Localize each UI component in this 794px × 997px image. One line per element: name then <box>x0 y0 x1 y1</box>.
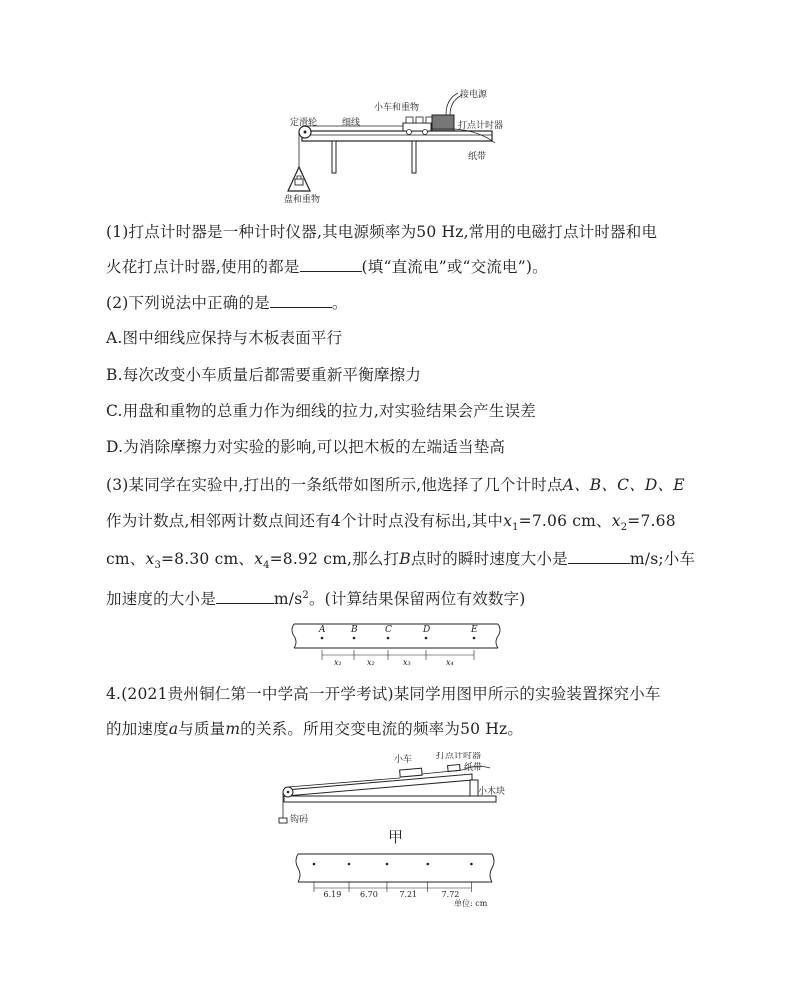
label-pulley: 定滑轮 <box>290 118 318 128</box>
tape2-segment-label: 7.72 <box>441 890 460 899</box>
x4-value: =8.92 cm,那么打 <box>269 550 400 568</box>
q3-line4-sup: 2 <box>302 590 309 601</box>
point-b: B <box>399 550 411 568</box>
tape1-segment-label: x₃ <box>403 658 411 667</box>
label-timer: 打点计时器 <box>458 121 504 131</box>
answer-blank-q2[interactable] <box>270 291 332 308</box>
answer-blank-velocity[interactable] <box>568 547 630 564</box>
tape2-segment-label: 7.21 <box>399 890 418 899</box>
label-block: 小木块 <box>478 787 506 797</box>
q4-line2-text-b: 与质量 <box>178 720 226 738</box>
label-timer-2: 打点计时器 <box>436 752 482 761</box>
label-power: 接电源 <box>460 90 488 100</box>
label-tape: 纸带 <box>468 152 487 162</box>
tape2-point <box>426 863 429 866</box>
q3-line1 <box>106 474 685 496</box>
q2-stem <box>106 291 348 314</box>
q3-line2-text: 作为计数点,相邻两计数点间还有4个计时点没有标出,其中 <box>106 512 504 530</box>
q3-line1-text: (3)某同学在实验中,打出的一条纸带如图所示,他选择了几个计时点 <box>106 476 563 494</box>
q3-line3 <box>106 547 695 577</box>
tape2-point <box>470 863 473 866</box>
incline-figure <box>272 752 512 824</box>
q3-line4-text: 加速度的大小是 <box>106 590 216 609</box>
tape2-unit: 单位: cm <box>454 899 488 908</box>
tape1-point <box>425 637 428 640</box>
option-c: C.用盘和重物的总重力作为细线的拉力,对实验结果会产生误差 <box>106 402 536 420</box>
var-x4: x <box>254 550 264 568</box>
tape2-point <box>313 863 316 866</box>
var-x2: x <box>611 512 621 530</box>
tape1-point-label: E <box>471 625 478 635</box>
option-a: A.图中细线应保持与木板表面平行 <box>106 329 343 347</box>
q1-line2-text-b: (填“直流电”或“交流电”)。 <box>361 258 548 276</box>
tape1-figure <box>290 618 506 668</box>
q4-line2-text-c: 的关系。所用交变电流的频率为50 Hz。 <box>240 720 524 738</box>
label-cart: 小车 <box>394 755 413 765</box>
tape2-segment-label: 6.70 <box>359 890 378 899</box>
tape1-point <box>353 637 356 640</box>
sub-4: 4 <box>263 560 270 572</box>
q3-line3-text: 点时的瞬时速度大小是 <box>410 550 568 568</box>
var-m: m <box>225 720 241 738</box>
x1-value: =7.06 cm、 <box>518 512 612 530</box>
tape1-point-label: D <box>423 625 431 635</box>
q3-line4 <box>106 585 526 610</box>
tape2-segment-label: 6.19 <box>323 890 342 899</box>
tape1-point-label: C <box>385 625 392 635</box>
tape2-point <box>348 863 351 866</box>
sub-1: 1 <box>512 522 519 534</box>
answer-blank-current-type[interactable] <box>300 255 362 272</box>
q4-line1: 4.(2021贵州铜仁第一中学高一开学考试)某同学用图甲所示的实验装置探究小车 <box>106 685 661 703</box>
tape1-point <box>321 637 324 640</box>
tape2-point <box>386 863 389 866</box>
label-pan-weights: 盘和重物 <box>284 195 321 205</box>
tape1-point-label: A <box>319 625 326 635</box>
q3-line4-unit: m/s <box>273 590 303 609</box>
q3-line2 <box>106 510 676 539</box>
figure-caption: 甲 <box>388 828 404 846</box>
q3-line3-unit: m/s;小车 <box>629 550 696 568</box>
var-a: a <box>168 720 179 738</box>
q1-line2 <box>106 255 548 278</box>
label-string: 细线 <box>342 118 361 128</box>
sub-3: 3 <box>154 560 161 572</box>
tape1-point-label: B <box>351 625 358 635</box>
tape1-segment-label: x₂ <box>367 658 375 667</box>
var-x1: x <box>503 512 513 530</box>
option-b: B.每次改变小车质量后都需要重新平衡摩擦力 <box>106 366 422 384</box>
q2-stem-end: 。 <box>331 294 348 312</box>
q3-points: A、B、C、D、E <box>562 476 685 494</box>
answer-blank-acceleration[interactable] <box>216 587 274 604</box>
q3-line3-cm: cm、 <box>106 550 146 568</box>
q1-line2-text-a: 火花打点计时器,使用的都是 <box>106 258 300 276</box>
tape1-segment-label: x₄ <box>446 658 454 667</box>
option-d: D.为消除摩擦力对实验的影响,可以把木板的左端适当垫高 <box>106 438 506 456</box>
apparatus-figure <box>280 85 530 205</box>
q3-line4-note: 。(计算结果保留两位有效数字) <box>308 590 526 609</box>
x2-value: =7.68 <box>627 512 676 530</box>
tape1-segment-label: x₁ <box>334 658 342 667</box>
label-tape-2: 纸带 <box>464 763 483 773</box>
label-cart-weights: 小车和重物 <box>374 103 420 113</box>
q4-line2-text-a: 的加速度 <box>106 720 169 738</box>
tape1-point <box>387 637 390 640</box>
q1-line1: (1)打点计时器是一种计时仪器,其电源频率为50 Hz,常用的电磁打点计时器和电 <box>106 223 658 241</box>
label-hook: 钩码 <box>290 815 309 824</box>
x3-value: =8.30 cm、 <box>161 550 255 568</box>
q4-line2 <box>106 718 523 740</box>
var-x3: x <box>145 550 155 568</box>
tape1-point <box>473 637 476 640</box>
tape2-figure <box>294 850 498 910</box>
q2-stem-text: (2)下列说法中正确的是 <box>106 294 270 312</box>
sub-2: 2 <box>620 522 628 534</box>
